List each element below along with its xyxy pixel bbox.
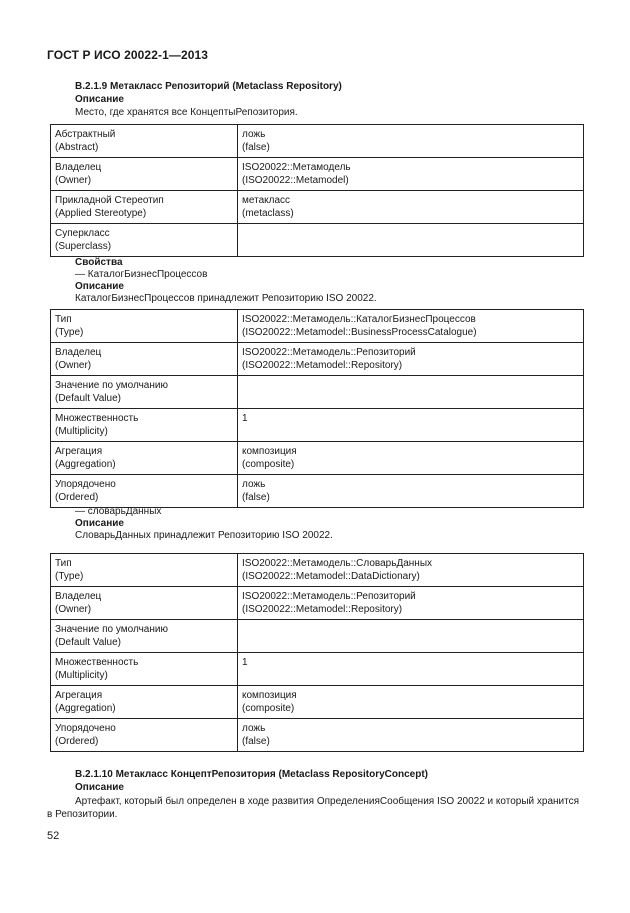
property-value-en: (ISO20022::Metamodel::BusinessProcessCatalogue): [242, 327, 477, 338]
property-name-cell: [51, 376, 238, 409]
property-table: [50, 553, 584, 752]
description-text: КаталогБизнесПроцессов принадлежит Репозиторию ISO 20022.: [75, 293, 377, 304]
property-name: Абстрактный: [55, 129, 116, 140]
property-value: ISO20022::Метамодель::Репозиторий: [242, 591, 416, 602]
property-name-en: (Multiplicity): [55, 426, 108, 437]
property-name: Множественность: [55, 413, 139, 424]
description-label: Описание: [75, 94, 124, 105]
property-name-en: (Default Value): [55, 637, 121, 648]
description-text: Артефакт, который был определен в ходе развития ОпределенияСообщения ISO 20022 и который хранится: [75, 796, 580, 807]
metaclass-table: [50, 124, 584, 257]
table-row: [51, 191, 584, 224]
property-name-en: (Superclass): [55, 241, 112, 252]
property-name-cell: [51, 554, 238, 587]
table-row: [51, 224, 584, 257]
property-value-en: (ISO20022::Metamodel::Repository): [242, 604, 403, 615]
property-value-cell: [238, 191, 584, 224]
property-value-cell: [238, 620, 584, 653]
property-item: — словарьДанных: [75, 506, 162, 517]
property-value-cell: [238, 554, 584, 587]
property-value-cell: [238, 409, 584, 442]
property-value-cell: [238, 442, 584, 475]
property-name-en: (Owner): [55, 175, 92, 186]
property-name-en: (Default Value): [55, 393, 121, 404]
property-name: Значение по умолчанию: [55, 380, 168, 391]
description-label: Описание: [75, 281, 124, 292]
property-name-en: (Type): [55, 571, 84, 582]
property-value-cell: [238, 376, 584, 409]
property-name-en: (Abstract): [55, 142, 99, 153]
property-name-cell: [51, 442, 238, 475]
property-name-en: (Aggregation): [55, 703, 116, 714]
property-name-cell: [51, 620, 238, 653]
table-row: [51, 686, 584, 719]
property-name-cell: [51, 224, 238, 257]
property-name-cell: [51, 653, 238, 686]
property-value-cell: [238, 343, 584, 376]
property-value: 1: [242, 413, 248, 424]
property-name-cell: [51, 191, 238, 224]
property-value-en: (ISO20022::Metamodel::DataDictionary): [242, 571, 420, 582]
table-row: [51, 125, 584, 158]
property-value-cell: [238, 653, 584, 686]
property-name: Значение по умолчанию: [55, 624, 168, 635]
property-value-en: (ISO20022::Metamodel::Repository): [242, 360, 403, 371]
property-name-cell: [51, 475, 238, 508]
property-value-en: (composite): [242, 459, 295, 470]
property-name: Множественность: [55, 657, 139, 668]
property-name-cell: [51, 158, 238, 191]
property-name: Владелец: [55, 591, 102, 602]
section-heading: B.2.1.9 Метакласс Репозиторий (Metaclass Repository): [75, 81, 342, 92]
property-name-en: (Type): [55, 327, 84, 338]
table-row: [51, 475, 584, 508]
property-item: — КаталогБизнесПроцессов: [75, 269, 208, 280]
description-text: СловарьДанных принадлежит Репозиторию ISO 20022.: [75, 530, 333, 541]
property-value-en: (false): [242, 142, 270, 153]
property-name-en: (Applied Stereotype): [55, 208, 147, 219]
property-name: Тип: [55, 314, 72, 325]
table-row: [51, 409, 584, 442]
properties-label: Свойства: [75, 257, 123, 268]
property-value-cell: [238, 224, 584, 257]
property-name-en: (Owner): [55, 360, 92, 371]
property-value-cell: [238, 686, 584, 719]
property-name: Тип: [55, 558, 72, 569]
property-name: Суперкласс: [55, 228, 110, 239]
table-row: [51, 653, 584, 686]
property-name-cell: [51, 125, 238, 158]
property-name-en: (Owner): [55, 604, 92, 615]
property-value: ISO20022::Метамодель::КаталогБизнесПроцессов: [242, 314, 476, 325]
property-table: [50, 309, 584, 508]
property-value: ISO20022::Метамодель: [242, 162, 351, 173]
table-row: [51, 620, 584, 653]
table-row: [51, 719, 584, 752]
table-row: [51, 376, 584, 409]
page-number: 52: [47, 830, 60, 842]
property-value-cell: [238, 587, 584, 620]
property-value: метакласс: [242, 195, 291, 206]
table-row: [51, 343, 584, 376]
property-value-cell: [238, 125, 584, 158]
property-value: композиция: [242, 690, 297, 701]
description-text-continued: в Репозитории.: [47, 809, 118, 820]
property-value: композиция: [242, 446, 297, 457]
property-name-cell: [51, 719, 238, 752]
property-value-en: (ISO20022::Metamodel): [242, 175, 349, 186]
description-label: Описание: [75, 782, 124, 793]
property-name-cell: [51, 686, 238, 719]
property-name-en: (Multiplicity): [55, 670, 108, 681]
property-name-en: (Aggregation): [55, 459, 116, 470]
property-value-cell: [238, 158, 584, 191]
table-row: [51, 554, 584, 587]
property-name: Упорядочено: [55, 479, 116, 490]
property-value-en: (composite): [242, 703, 295, 714]
property-name-en: (Ordered): [55, 492, 99, 503]
property-value-cell: [238, 310, 584, 343]
table-row: [51, 587, 584, 620]
property-name: Агрегация: [55, 446, 103, 457]
property-value: ложь: [242, 479, 266, 490]
property-value: ложь: [242, 723, 266, 734]
property-value-cell: [238, 475, 584, 508]
property-value-cell: [238, 719, 584, 752]
property-value: 1: [242, 657, 248, 668]
property-value: ISO20022::Метамодель::Репозиторий: [242, 347, 416, 358]
property-value: ложь: [242, 129, 266, 140]
description-text: Место, где хранятся все КонцептыРепозитория.: [75, 107, 298, 118]
table-row: [51, 158, 584, 191]
property-name: Упорядочено: [55, 723, 116, 734]
property-name-cell: [51, 310, 238, 343]
page-header-title: ГОСТ Р ИСО 20022-1—2013: [47, 48, 209, 62]
property-value-en: (metaclass): [242, 208, 294, 219]
property-value-en: (false): [242, 736, 270, 747]
property-name: Владелец: [55, 162, 102, 173]
property-name-cell: [51, 343, 238, 376]
table-row: [51, 442, 584, 475]
property-value: ISO20022::Метамодель::СловарьДанных: [242, 558, 433, 569]
property-value-en: (false): [242, 492, 270, 503]
property-name-cell: [51, 587, 238, 620]
property-name: Агрегация: [55, 690, 103, 701]
property-name: Прикладной Стереотип: [55, 195, 164, 206]
description-label: Описание: [75, 518, 124, 529]
property-name-cell: [51, 409, 238, 442]
table-row: [51, 310, 584, 343]
section-heading: B.2.1.10 Метакласс КонцептРепозитория (Metaclass RepositoryConcept): [75, 769, 428, 780]
property-name: Владелец: [55, 347, 102, 358]
property-name-en: (Ordered): [55, 736, 99, 747]
